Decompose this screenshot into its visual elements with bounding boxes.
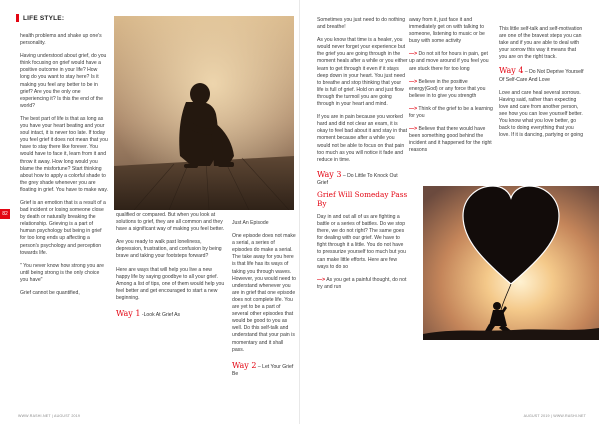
- woman-holding-heart-balloon-photo-icon: [423, 156, 599, 340]
- way3-heading: [317, 171, 409, 187]
- way2-heading: [232, 362, 296, 378]
- grief-will-pass-heading: Grief Will Someday Pass By: [317, 189, 408, 208]
- sad-woman-photo: [114, 16, 294, 210]
- col3-p1: Just An Episode: [232, 220, 269, 226]
- bullet-3: [409, 106, 493, 120]
- arrow-icon: —>: [409, 51, 418, 58]
- bullet-2: [409, 79, 493, 100]
- col1-p1: health problems and shake up one's personality.: [20, 33, 102, 47]
- bullet-3-text: Think of the grief to be a learning for you: [409, 105, 493, 120]
- arrow-icon: —>: [317, 276, 326, 283]
- column-2: [116, 212, 226, 325]
- way1-title: Way 1: [116, 309, 141, 319]
- col4-arrow-item: [317, 277, 409, 291]
- way4-heading: [499, 67, 585, 83]
- col4-p4: Day in and out all of us are fighting a battle or a series of battles. Do we stop there, we do not right? The same goes for dealing with our grief. We have to fight through it a little. You do not have to pressurize yourself too much but you can make little efforts. Here are few ways to do so: [317, 213, 406, 270]
- way1-subtitle: -Look At Grief As: [141, 312, 181, 319]
- bullet-2-text: Believe in the positive energy(God) or any force that you believe in to give you strength: [409, 78, 486, 99]
- way4-title: Way 4: [499, 66, 524, 76]
- column-1: [20, 33, 108, 303]
- footer-right: AUGUST 2019 | WWW.RASHI.NET: [523, 414, 586, 418]
- col4-p2: As you know that time is a healer, you would never forget your experience but the grief you are going through in the moment heals after a while or you either learn to get through it even if it stays deep down in your heart. You just need to breathe and stop thinking that your life is full of grief. Hold on and just flow through the turmoil you are going through in your heart and mind.: [317, 37, 408, 108]
- col5-p1: away from it, just face it and immediately get on with talking to someone, listening to music or be busy with some activity: [409, 17, 485, 45]
- col4-arrow-text: As you get a painful thought, do not try and run: [317, 276, 407, 290]
- way2-title: Way 2: [232, 360, 257, 370]
- col6-p1: This little self-talk and self-motivation are one of the bravest steps you can take and if you are able to deal with your sorrow this way it means that you are on the right track.: [499, 26, 583, 61]
- column-4: [317, 17, 409, 297]
- col6-p2: Love and care heal several sorrows. Having said, rather than expecting love and care from another person, see how you can love yourself better. You know what you love better, go back to doing everything that you love. If it is dancing, partying or going: [499, 89, 584, 139]
- way1-heading: [116, 310, 226, 319]
- arrow-icon: —>: [409, 126, 418, 133]
- col4-p3: If you are in pain because you worked hard and did not clear an exam, it is okay to feel bad about it and stay in that moment because after a while you would not be able to focus on that pain too much as you will notice it fade and reduce in time.: [317, 114, 408, 163]
- bullet-4-text: Believe that there would have been something good behind the incident and it happened for the right reasons: [409, 126, 492, 154]
- col3-p2: One episode does not make a serial, a series of episodes do make a serial. The take away for you here is that life has its ways of taking you through waves. However, you would need to understand whenever you are in grief that one episode does not complete life. You are yet to be a part of several other episodes that would be good to you as well. Do this self-talk and understand that your pain is momentary and it shall pass.: [232, 233, 296, 353]
- column-3: [232, 220, 296, 384]
- bullet-4: [409, 126, 493, 154]
- col1-p2: Having understood about grief, do you think focusing on grief would have a positive outcome in your life? How long do you want to stay here? Is it making you feel any better to be in grief? Are you the only one experiencing it? Is this the end of the world?: [20, 53, 107, 109]
- bullet-1: [409, 51, 493, 72]
- arrow-icon: —>: [409, 105, 418, 112]
- col1-p5: " You never know how strong you are until being strong is the only choice you have": [20, 262, 104, 283]
- way4-subtitle: – Do Not Deprive Yourself Of Self-Care And Love: [499, 69, 584, 83]
- section-title: LIFE STYLE:: [23, 14, 65, 22]
- bullet-1-text: Do not sit for hours in pain, get up and move around if you feel you are stuck there for too long: [409, 51, 489, 72]
- col1-p6: Grief cannot be quantified,: [20, 290, 80, 296]
- heart-balloon-photo: [423, 156, 599, 340]
- col1-p4: Grief is an emotion that is a result of a bad incident or losing someone close by death or naturally breaking the relationship. Grieving is a part of human psychology but being in grief for too long ends up affecting a person's psychology and perception towards life.: [20, 199, 106, 256]
- column-5: [409, 17, 493, 161]
- section-header: [16, 14, 64, 22]
- arrow-icon: —>: [409, 78, 418, 85]
- col2-p2: Are you ready to walk past loneliness, depression, frustration, and confusion by being brave and taking your footsteps forward?: [116, 239, 222, 260]
- column-6: [499, 26, 585, 145]
- col2-p1: qualified or compared. But when you look at solutions to grief, they are all common and they have a significant way of making you feel better.: [116, 212, 225, 233]
- way2-subtitle: – Let Your Grief Be: [232, 363, 294, 377]
- way3-subtitle: – Do Little To Knock Out Grief: [317, 172, 398, 186]
- section-header-bar: [16, 14, 19, 22]
- way3-title: Way 3: [317, 169, 342, 179]
- col1-p3: The best part of life is that as long as you have your heart beating and your soul intact, it is never too late. If today you feel grief it does not mean that you have to stay there like forever. You would have to face it, learn from it and throw it away. How long would you blame the misfortune? Start thinking about how to apply a colorful shade to the grey shade whenever you are floating in grief. You have to make way.: [20, 115, 108, 193]
- sad-woman-on-pier-photo-icon: [114, 16, 294, 210]
- page-number: 82: [0, 209, 10, 219]
- footer-left: WWW.RASHI.NET | AUGUST 2019: [18, 414, 81, 418]
- col2-p3: Here are ways that will help you live a new happy life by saying goodbye to all your grief. Among a list of tips, one of them would help you feel better and get encouraged to start a new beginning.: [116, 266, 225, 301]
- col4-p1: Sometimes you just need to do nothing and breathe!: [317, 17, 406, 31]
